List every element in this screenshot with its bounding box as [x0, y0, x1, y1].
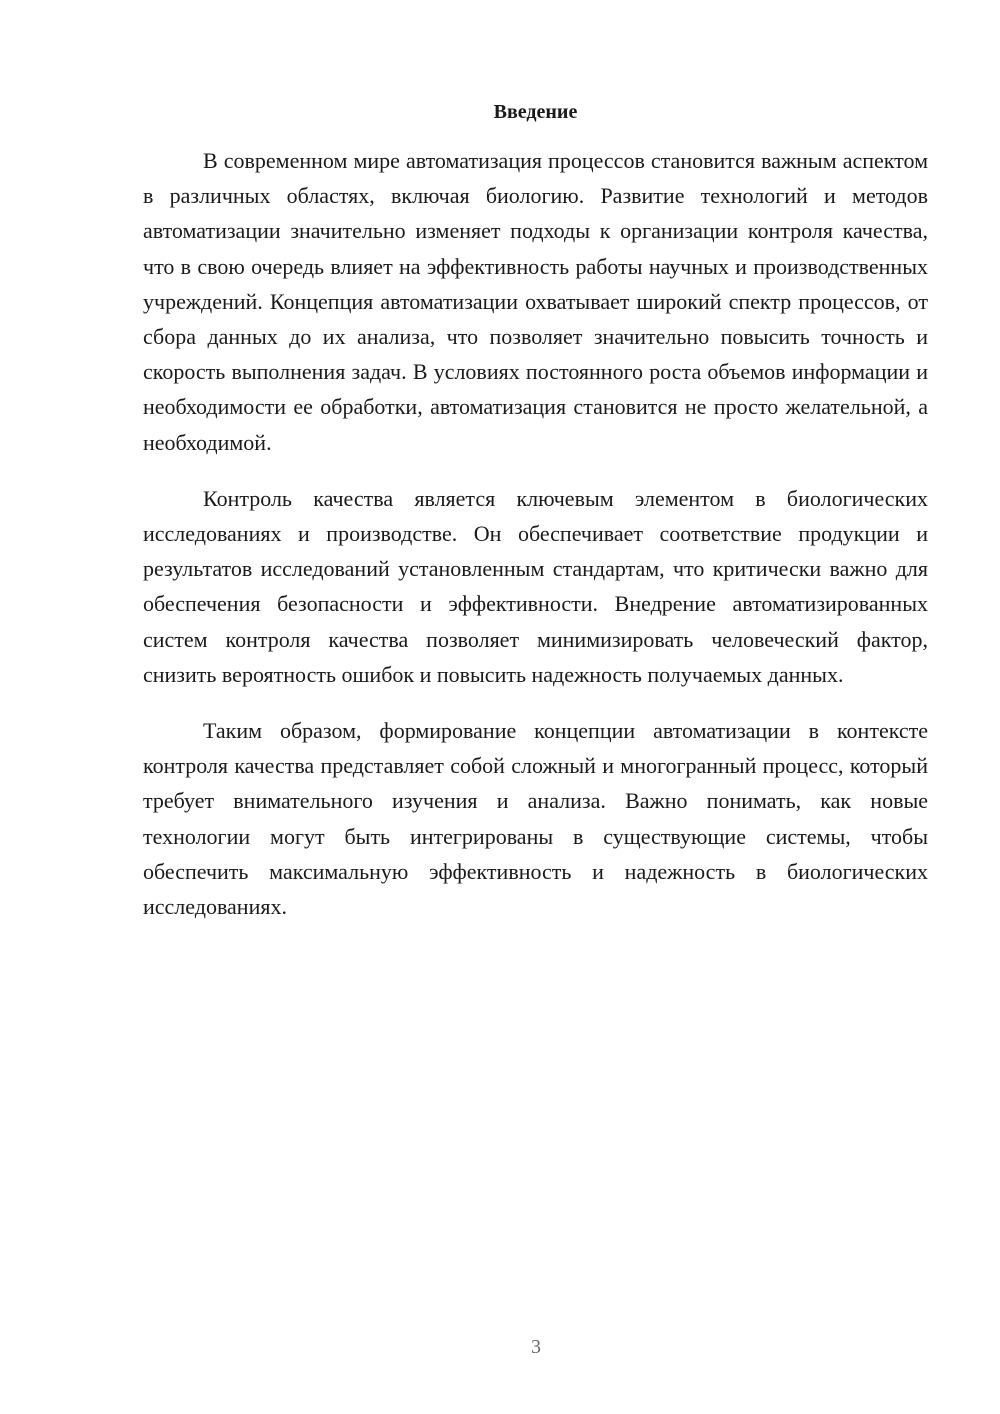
page-number: 3 — [531, 1336, 541, 1358]
paragraph-2: Контроль качества является ключевым элементом в биологических исследованиях и производстве. Он обеспечивает соответствие продукции и результатов исследований установленным стандартам, что критически важно для обеспечения безопасности и эффективности. Внедрение автоматизированных систем контроля качества позволяет минимизировать человеческий фактор, снизить вероятность ошибок и повысить надежность получаемых данных. — [143, 485, 928, 687]
paragraph-3: Таким образом, формирование концепции автоматизации в контексте контроля качества представляет собой сложный и многогранный процесс, который требует внимательного изучения и анализа. Важно понимать, как новые технологии могут быть интегрированы в существующие системы, чтобы обеспечить максимальную эффективность и надежность в биологических исследованиях. — [143, 718, 928, 920]
body-text — [143, 143, 928, 924]
paragraph-1: В современном мире автоматизация процессов становится важным аспектом в различных областях, включая биологию. Развитие технологий и методов автоматизации значительно изменяет подходы к организации контроля качества, что в свою очередь влияет на эффективность работы научных и производственных учреждений. Концепция автоматизации охватывает широкий спектр процессов, от сбора данных до их анализа, что позволяет значительно повысить точность и скорость выполнения задач. В условиях постоянного роста объемов информации и необходимости ее обработки, автоматизация становится не просто желательной, а необходимой. — [143, 148, 928, 455]
section-title: Введение — [493, 101, 578, 123]
